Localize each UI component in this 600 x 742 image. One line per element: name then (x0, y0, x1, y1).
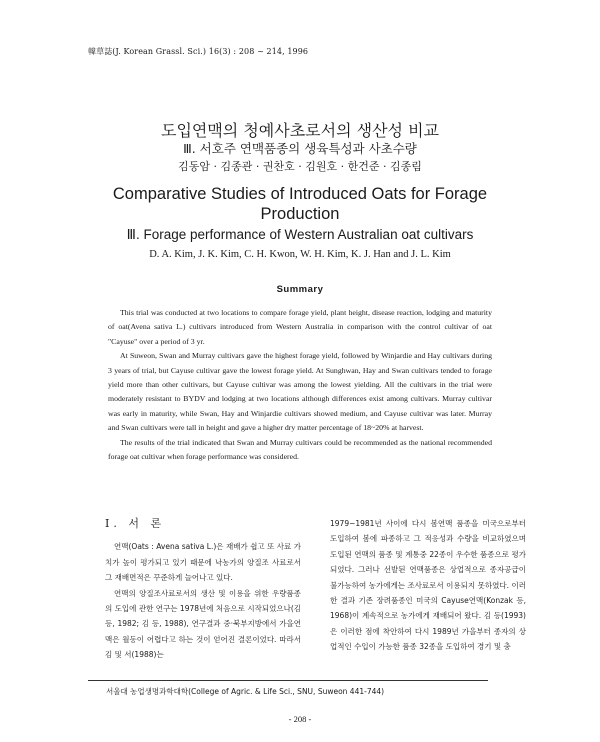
journal-reference: 韓草誌(J. Korean Grassl. Sci.) 16(3) : 208 ~ 214, 1996 (88, 47, 309, 56)
summary-paragraph: The results of the trial indicated that Swan and Murray cultivars could be recommended as the national recommended forage oat cultivar when forage performance was considered. (108, 437, 492, 462)
affiliation-footnote: 서울대 농업생명과학대학(College of Agric. & Life Sci., SNU, Suweon 441-744) (106, 687, 385, 696)
english-subtitle: Ⅲ. Forage performance of Western Australian oat cultivars (126, 227, 474, 242)
body-paragraph: 연맥의 양질조사료로서의 생산 및 이용을 위한 우량품종의 도입에 관한 연구는 1978년에 처음으로 시작되었으나(김 등, 1982; 김 등, 1988), 연구결과 중·북부지방에서 가을연맥은 월동이 어렵다고 하는 것이 얻어진 결론이었다. 따라서 김 및 서(1988)는 (105, 588, 301, 660)
section-heading: Ⅰ. 서 론 (105, 517, 166, 530)
footnote-divider (88, 680, 488, 681)
korean-title: 도입연맥의 청예사초로서의 생산성 비교 (160, 121, 439, 140)
korean-subtitle: Ⅲ. 서호주 연맥품종의 생육특성과 사초수량 (183, 141, 417, 156)
body-paragraph: 1979~1981년 사이에 다시 봄연맥 품종을 미국으로부터 도입하여 봄에 파종하고 그 적응성과 수량을 비교하였으며 도입된 연맥의 품종 및 계통중 22종이 우수한 품종으로 평가되었다. 그러나 선발된 연맥품종은 상업적으로 종자공급이 불가능하여 농가에게는 조사료로서 이용되지 못하였다. 이러한 결과 기존 장려품종인 미국의 Cayuse연맥(Konzak 등, 1968)이 계속적으로 농가에게 재배되어 왔다. 김 등(1993)은 이러한 점에 착안하여 다시 1989년 가을부터 종자의 상업적인 수입이 가능한 품종 32종을 도입하여 경기 및 충 (330, 519, 526, 652)
left-column (105, 516, 301, 663)
summary-heading: Summary (276, 284, 324, 295)
summary-paragraph: This trial was conducted at two locations to compare forage yield, plant height, disease reaction, lodging and maturity of oat(Avena sativa L.) cultivars introduced from Western Australia in comparison with the control cultivar of oat "Cayuse" over a period of 3 yr. (108, 308, 492, 346)
page-number: - 208 - (288, 714, 312, 724)
english-title-line1: Comparative Studies of Introduced Oats for Forage (112, 185, 488, 203)
korean-authors: 김동암 · 김종관 · 권찬호 · 김원호 · 한건준 · 김종림 (178, 160, 422, 173)
right-column (330, 516, 526, 655)
summary-paragraph: At Suweon, Swan and Murray cultivars gave the highest forage yield, followed by Winjardie and Hay cultivars during 3 years of trial, but Cayuse cultivar gave the lowest forage yield. At Sunghwan, Hay and Swan cultivars tended to forage yield more than other cultivars, but Cayuse cultivar was among the lowest yielding. All the cultivars in the trial were moderately resistant to BYDV and lodging at two locations although differences exist among cultivars. Murray cultivar was early in maturity, while Swan, Hay and Winjardie cultivars showed medium, and Cayuse cultivar was later. Murray and Swan cultivars were tall in height and gave a higher dry matter percentage of 18~20% at harvest. (108, 351, 492, 433)
english-title-line2: Production (260, 205, 340, 223)
english-authors: D. A. Kim, J. K. Kim, C. H. Kwon, W. H. Kim, K. J. Han and J. L. Kim (149, 249, 451, 260)
summary-abstract (108, 306, 492, 464)
body-paragraph: 연맥(Oats : Avena sativa L.)은 재배가 쉽고 또 사료 가치가 높이 평가되고 있기 때문에 낙농가의 양질조 사료로서 그 재배면적은 꾸준하게 늘어나고 있다. (105, 542, 301, 583)
